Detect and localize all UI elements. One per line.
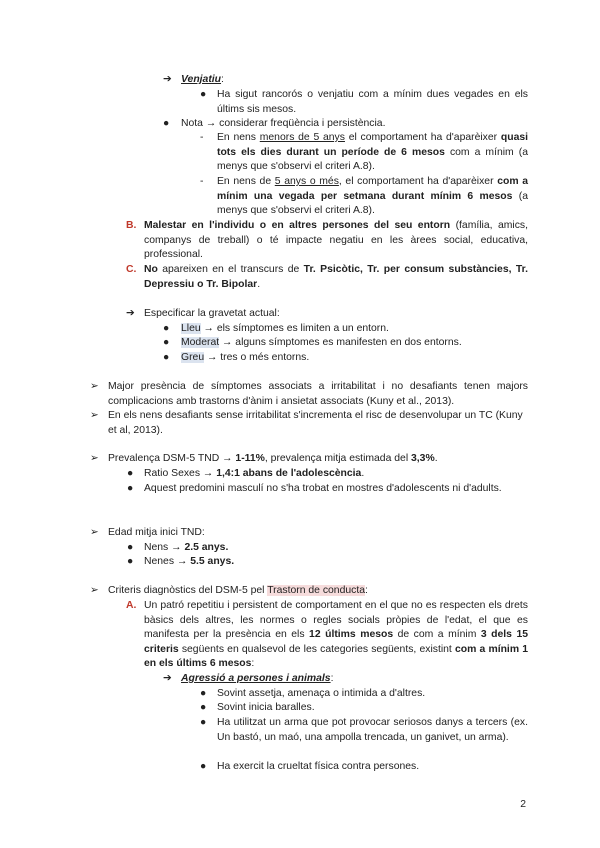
masculi-note: Aquest predomini masculí no s'ha trobat en mostres d'adolescents ni d'adults. (144, 483, 502, 494)
nota-sub-2: En nens de 5 anys o més, el comportament ha d'aparèixer com a mínim una vegada per setmana durant mínim 6 mesos (a menys que s'observi el criteri A.8). (217, 176, 529, 217)
criteria-a: Un patró repetitiu i persistent de comportament en el que no es respecten els drets bàsics dels altres, les normes o regles socials pròpies de l'edat, el que es manifesta per la presència en els 12 últims mesos de com a mínim 3 dels 15 criteris següents en qualsevol de les categories següents, existint com a mínim 1 en els últims 6 mesos: (144, 600, 529, 670)
page-number: 2 (520, 799, 526, 810)
criteria-a-letter: A. (126, 600, 137, 611)
gravetat-item: Lleu → els símptomes es limiten a un entorn. (181, 323, 389, 334)
arrow-icon: ➔ (126, 308, 135, 319)
bullet-icon: ● (127, 468, 134, 479)
bullet-icon: ● (127, 542, 134, 553)
bullet-icon: ● (163, 323, 170, 334)
triangle-arrow-icon: ➢ (90, 585, 99, 596)
criteria-b-letter: B. (126, 220, 137, 231)
criteria-b: Malestar en l'individu o en altres persones del seu entorn (família, amics, companys de treball) o té impacte negatiu en les àrees social, educativa, professional. (144, 220, 528, 261)
nota-line: Nota → considerar freqüència i persistència. (181, 118, 386, 129)
venjatiu-heading: Venjatiu: (181, 74, 224, 85)
triangle-arrow-icon: ➢ (90, 453, 99, 464)
bullet-icon: ● (127, 483, 134, 494)
bullet-icon: ● (163, 118, 170, 129)
edad-nens: Nens → 2.5 anys. (144, 542, 229, 553)
bullet-icon: ● (200, 761, 207, 772)
edad-nenes: Nenes → 5.5 anys. (144, 556, 235, 567)
triangle-arrow-icon: ➢ (90, 410, 99, 421)
venjatiu-bullet: Ha sigut rancorós o venjatiu com a mínim dues vegades en els últims sis mesos. (217, 89, 528, 115)
bullet-icon: ● (200, 89, 207, 100)
note-1: Major presència de símptomes associats a irritabilitat i no desafiants tenen majors complicacions amb trastorns d'ànim i ansietat associats (Kuny et al., 2013). (108, 381, 528, 407)
agressio-item: Ha utilitzat un arma que pot provocar seriosos danys a tercers (ex. Un bastó, un maó, una ampolla trencada, un ganivet, un arma). (217, 717, 528, 743)
ratio-sexes: Ratio Sexes → 1,4:1 abans de l'adolescència. (144, 468, 365, 479)
bullet-icon: ● (163, 337, 170, 348)
triangle-arrow-icon: ➢ (90, 381, 99, 392)
arrow-icon: ➔ (163, 673, 172, 684)
agressio-item: Sovint inicia baralles. (217, 702, 315, 713)
tc-intro: Criteris diagnòstics del DSM-5 pel Trastorn de conducta: (108, 585, 368, 596)
triangle-arrow-icon: ➢ (90, 527, 99, 538)
edad-label: Edad mitja inici TND: (108, 527, 205, 538)
dash-icon: - (200, 132, 204, 143)
bullet-icon: ● (200, 717, 207, 728)
bullet-icon: ● (200, 702, 207, 713)
gravetat-label: Especificar la gravetat actual: (144, 308, 280, 319)
agressio-heading: Agressió a persones i animals: (181, 673, 334, 684)
bullet-icon: ● (200, 688, 207, 699)
dash-icon: - (200, 176, 204, 187)
agressio-item: Ha exercit la crueltat física contra persones. (217, 761, 420, 772)
gravetat-item: Greu → tres o més entorns. (181, 352, 310, 363)
gravetat-item: Moderat → alguns símptomes es manifesten en dos entorns. (181, 337, 462, 348)
note-2: En els nens desafiants sense irritabilitat s'incrementa el risc de desenvolupar un TC (Kuny et al, 2013). (108, 410, 523, 436)
nota-sub-1: En nens menors de 5 anys el comportament ha d'aparèixer quasi tots els dies durant un període de 6 mesos com a mínim (a menys que s'observi el criteri A.8). (217, 132, 529, 173)
bullet-icon: ● (163, 352, 170, 363)
arrow-icon: ➔ (163, 74, 172, 85)
criteria-c-letter: C. (126, 264, 137, 275)
bullet-icon: ● (127, 556, 134, 567)
criteria-c: No apareixen en el transcurs de Tr. Psicòtic, Tr. per consum substàncies, Tr. Depressiu o Tr. Bipolar. (144, 264, 528, 290)
agressio-item: Sovint assetja, amenaça o intimida a d'altres. (217, 688, 426, 699)
prevalenca-line: Prevalença DSM-5 TND → 1-11%, prevalença mitja estimada del 3,3%. (108, 453, 438, 464)
